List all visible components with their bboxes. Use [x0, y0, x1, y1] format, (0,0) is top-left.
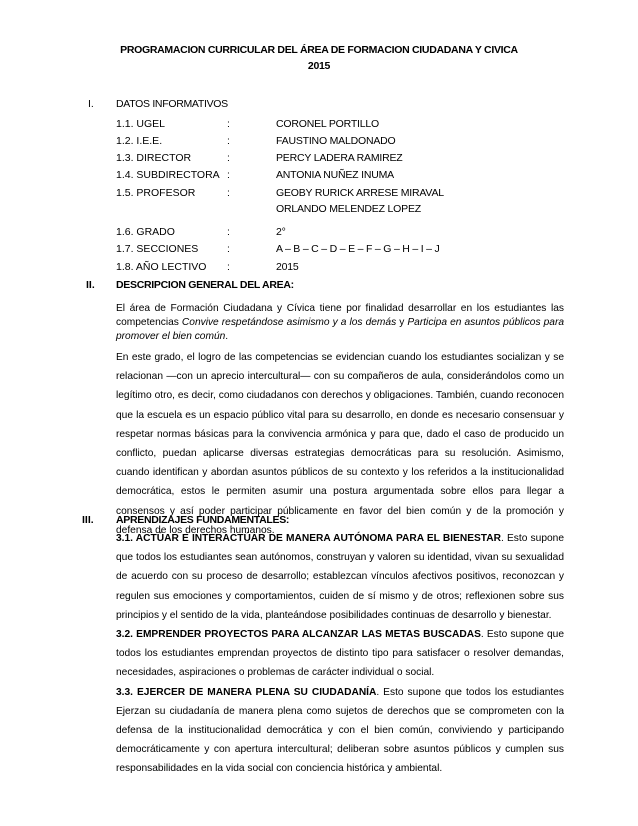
info-value: CORONEL PORTILLO	[276, 118, 379, 130]
info-row-profesor	[116, 187, 536, 200]
info-label: 1.6. GRADO	[116, 226, 175, 238]
section-2-number: II.	[86, 279, 95, 291]
info-value: ANTONIA NUÑEZ INUMA	[276, 169, 394, 181]
section-3-body	[116, 529, 564, 779]
learning-item-1-title: 3.1. ACTÚAR E INTERACTÚAR DE MANERA AUTÓNOMA PARA EL BIENESTAR	[116, 533, 501, 544]
intro-text: El área de Formación Ciudadana y Cívica tiene por finalidad desarrollar en los estudiantes las competencias	[116, 303, 564, 328]
info-value: 2°	[276, 226, 286, 238]
info-colon: :	[227, 226, 230, 238]
document-title: PROGRAMACION CURRICULAR DEL ÁREA DE FORMACION CIUDADANA Y CIVICA	[120, 44, 518, 56]
info-row-anio-lectivo	[116, 261, 536, 274]
info-row-ugel	[116, 118, 536, 131]
document-year: 2015	[307, 60, 331, 72]
section-2-intro	[116, 302, 564, 344]
info-label: 1.5. PROFESOR	[116, 187, 196, 199]
info-label: 1.4. SUBDIRECTORA	[116, 169, 220, 181]
section-3-heading: APRENDIZAJES FUNDAMENTALES:	[116, 514, 290, 526]
info-value: A – B – C – D – E – F – G – H – I – J	[276, 243, 440, 255]
section-1-heading: DATOS INFORMATIVOS	[116, 98, 228, 110]
info-value: PERCY LADERA RAMIREZ	[276, 152, 403, 164]
learning-item-2-title: 3.2. EMPRENDER PROYECTOS PARA ALCANZAR LAS METAS BUSCADAS	[116, 629, 481, 641]
info-colon: :	[227, 135, 230, 147]
info-value: GEOBY RURICK ARRESE MIRAVAL	[276, 187, 444, 199]
intro-end: .	[225, 331, 229, 342]
info-colon: :	[227, 187, 230, 199]
info-row-profesor-2	[116, 203, 536, 216]
learning-item-2-text: . Esto supone que todos los estudiantes emprendan proyectos de distinto tipo para satisfacer o resolver demandas, necesidades, aspiraciones o problemas de carácter individual o social.	[116, 629, 564, 679]
learning-item-3-title: 3.3. EJERCER DE MANERA PLENA SU CIUDADANÍA	[116, 686, 377, 698]
learning-item-3-text: . Esto supone que todos los estudiantes Ejerzan su ciudadanía de manera plena como sujetos de derechos que se comprometen con la defensa de la institucionalidad democrática y con el bien común, conviviendo y participando democráticamente y con apertura intercultural; deliberan sobre asuntos públicos y cumplen sus responsabilidades en la vida social con conciencia histórica y ambiental.	[116, 686, 564, 775]
info-row-iee	[116, 135, 536, 148]
info-value: ORLANDO MELENDEZ LOPEZ	[276, 203, 421, 215]
info-colon: :	[227, 261, 230, 273]
learning-item-3	[116, 683, 564, 779]
info-label: 1.3. DIRECTOR	[116, 152, 192, 164]
section-3-number: III.	[82, 514, 94, 526]
competency-convive: Convive respetándose asimismo y a los demás	[181, 317, 397, 328]
info-row-director	[116, 152, 536, 165]
info-label: 1.2. I.E.E.	[116, 135, 163, 147]
info-label: 1.8. AÑO LECTIVO	[116, 261, 207, 273]
learning-item-1-text: . Esto supone que todos los estudiantes sean autónomos, construyan y valoren su identidad, vivan su sexualidad de acuerdo con su proceso de desarrollo; establezcan vínculos afectivos positivos, reconozcan y regulen sus emociones y comportamientos, cuiden de sí mismo y de otros; reflexionen sobre sus principios y el sentido de la vida, planteándose posibilidades continuas de desarrollo y bienestar.	[116, 533, 564, 621]
info-row-secciones	[116, 243, 536, 256]
section-2-heading: DESCRIPCION GENERAL DEL AREA:	[116, 279, 294, 291]
info-value: 2015	[276, 261, 299, 273]
section-2-body-text: En este grado, el logro de las competencias se evidencian cuando los estudiantes socializan y se relacionan —con un aprecio intercultural— con su compañeros de aula, considerándolos como un legítimo otro, es decir, como ciudadanos con derechos y obligaciones. También, cuando reconocen que la escuela es un espacio público vital para su desarrollo, en donde es necesario consensuar y respetar normas básicas para la convivencia armónica y para que, dado el caso de producido un conflicto, puedan aplicarse diversas estrategias democráticas para su resolución. Asimismo, cuando identifican y abordan asuntos públicos de su contexto y los referidos a la institucionalidad democrática, estos le permiten asumir una postura argumentada sobre ellos para llegar a consensos y así poder participar públicamente en favor del bien común y de la promoción y defensa de los derechos humanos.	[116, 352, 564, 536]
learning-item-1	[116, 529, 564, 625]
info-label: 1.1. UGEL	[116, 118, 166, 130]
competency-participa: Participa en asuntos públicos para promover el bien común	[116, 317, 565, 342]
section-2-body	[116, 348, 564, 540]
info-row-grado	[116, 226, 536, 239]
info-label: 1.7. SECCIONES	[116, 243, 199, 255]
info-colon: :	[227, 169, 230, 181]
info-row-subdirectora	[116, 169, 536, 182]
section-1-number: I.	[88, 98, 94, 110]
intro-and: y	[396, 317, 408, 328]
info-colon: :	[227, 152, 230, 164]
info-colon: :	[227, 243, 230, 255]
learning-item-2	[116, 625, 564, 683]
info-value: FAUSTINO MALDONADO	[276, 135, 396, 147]
info-colon: :	[227, 118, 230, 130]
